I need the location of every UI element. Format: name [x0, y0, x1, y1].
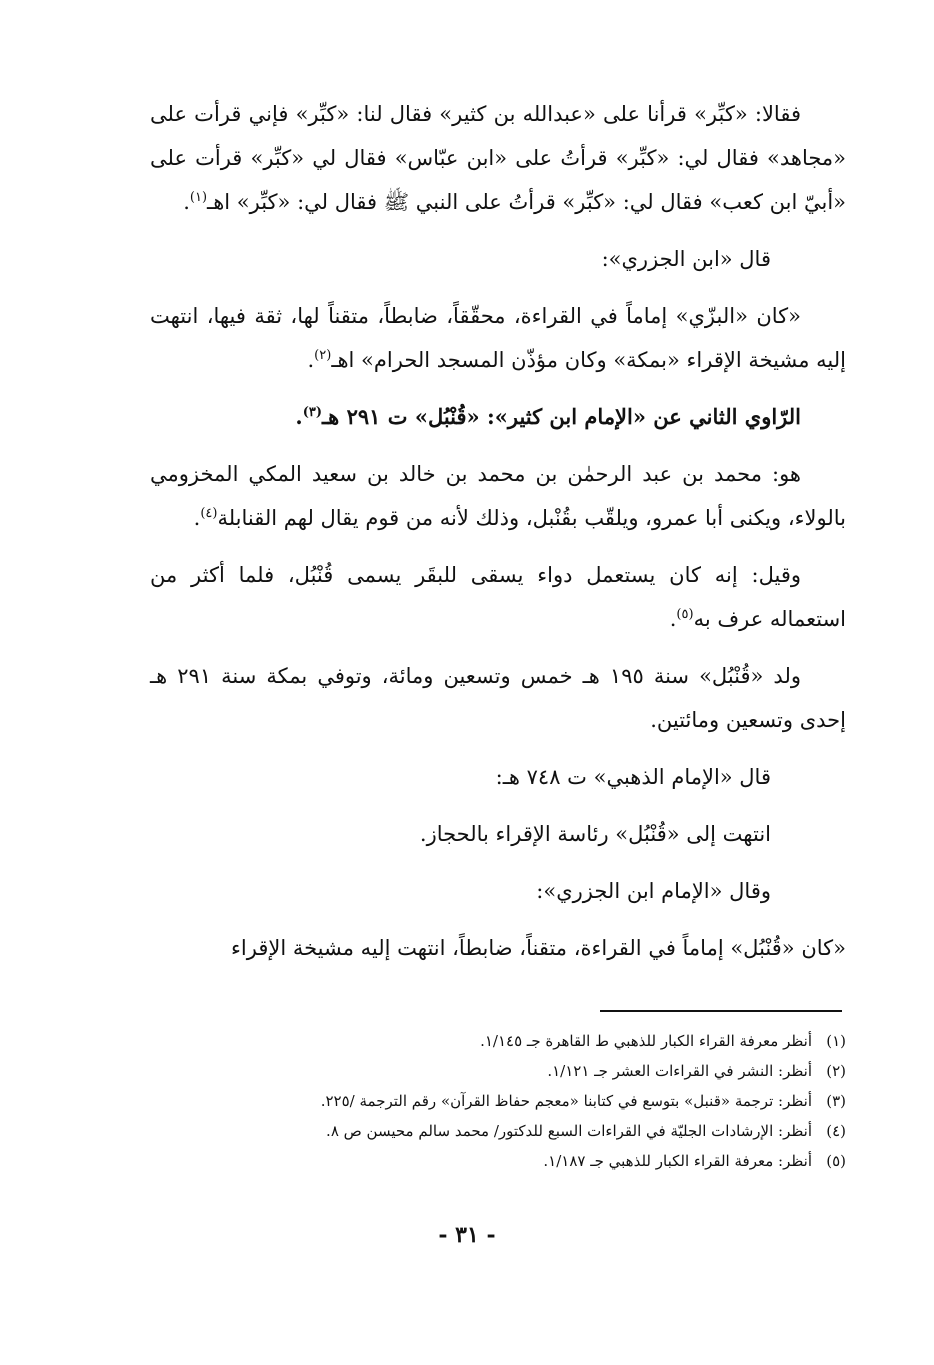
footnote-number: (١) — [826, 1032, 846, 1050]
paragraph-takbir-chain: فقالا: «كبِّر» قرأنا على «عبدالله بن كثير» فقال لنا: «كبِّر» فإني قرأت على «مجاهد» فقال لي: «كبِّر» قرأتُ على «ابن عبّاس» فقال لي «كبِّر» قرأت على «أبيّ ابن كعب» فقال لي: «كبِّر» قرأتُ على النبي ﷺ فقال لي: «كبِّر» اهـ$^{(١)}$. — [150, 102, 846, 214]
footnote-item — [150, 1026, 846, 1056]
footnote-item — [150, 1056, 846, 1086]
footnote-ref: (٣) — [302, 405, 323, 420]
footnote-text: أنظر معرفة القراء الكبار للذهبي ط القاهرة جـ ١/١٤٥. — [480, 1032, 812, 1050]
footnote-text: أنظر: الإرشادات الجليّة في القراءات السبع للدكتور/ محمد سالم محيسن ص ٨. — [326, 1122, 812, 1140]
footnote-item — [150, 1146, 846, 1176]
footnote-text: أنظر: ترجمة «قنبل» بتوسع في كتابنا «معجم حفاظ القرآن» رقم الترجمة /٢٢٥. — [320, 1092, 812, 1110]
paragraph-bazzi-quote: «كان «البزّي» إماماً في القراءة، محقّقاً، ضابطاً، متقناً لها، ثقة فيها، انتهت إليه مشيخة الإقراء «بمكة» وكان مؤذّن المسجد الحرام» اهـ$^{(٢)}$. — [150, 304, 846, 372]
footnote-divider — [600, 1010, 842, 1012]
footnote-number: (٥) — [826, 1152, 846, 1170]
footnote-text: أنظر: النشر في القراءات العشر جـ ١/١٢١. — [547, 1062, 812, 1080]
footnote-ref: (٥) — [676, 607, 694, 622]
paragraph-ibn-jazari-intro-2: وقال «الإمام ابن الجزري»: — [536, 879, 771, 903]
footnote-number: (٤) — [826, 1122, 846, 1140]
paragraph-dhahabi-intro: قال «الإمام الذهبي» ت ٧٤٨ هـ: — [495, 765, 771, 789]
paragraph-ibn-jazari-intro: قال «ابن الجزري»: — [601, 247, 771, 271]
footnote-number: (٢) — [826, 1062, 846, 1080]
footnote-text: أنظر: معرفة القراء الكبار للذهبي جـ ١/١٨٧. — [543, 1152, 812, 1170]
footnote-ref: (٤) — [200, 506, 218, 521]
paragraph-qunbul-quote: «كان «قُنْبُل» إماماً في القراءة، متقناً، ضابطاً، انتهت إليه مشيخة الإقراء — [231, 936, 846, 960]
footnote-item — [150, 1086, 846, 1116]
footnote-number: (٣) — [826, 1092, 846, 1110]
paragraph-dhahabi-quote: انتهت إلى «قُنْبُل» رئاسة الإقراء بالحجاز. — [419, 822, 771, 846]
footnote-item — [150, 1116, 846, 1146]
paragraph-qunbul-dates: ولد «قُنْبُل» سنة ١٩٥ هـ خمس وتسعين ومائة، وتوفي بمكة سنة ٢٩١ هـ إحدى وتسعين ومائتين. — [150, 664, 846, 732]
footnotes — [150, 1026, 846, 1176]
main-text — [150, 92, 846, 983]
page-number: - ٣١ - — [438, 1222, 496, 1248]
footnote-ref: (١) — [189, 190, 208, 205]
section-heading-qunbul: الرّاوي الثاني عن «الإمام ابن كثير»: «قُنْبُل» ت ٢٩١ هـ$^{(٣)}$. — [295, 404, 801, 429]
paragraph-qunbul-name-origin: وقيل: إنه كان يستعمل دواء يسقى للبقَر يسمى قُنْبُل، فلما أكثر من استعماله عرف به$^{(٥)}$. — [150, 563, 846, 631]
footnote-ref: (٢) — [314, 348, 332, 363]
paragraph-qunbul-lineage: هو: محمد بن عبد الرحمٰن بن محمد بن خالد بن سعيد المكي المخزومي بالولاء، ويكنى أبا عمرو، ويلقّب بقُنْبل، وذلك لأنه من قوم يقال لهم القنابلة$^{(٤)}$. — [150, 462, 846, 530]
